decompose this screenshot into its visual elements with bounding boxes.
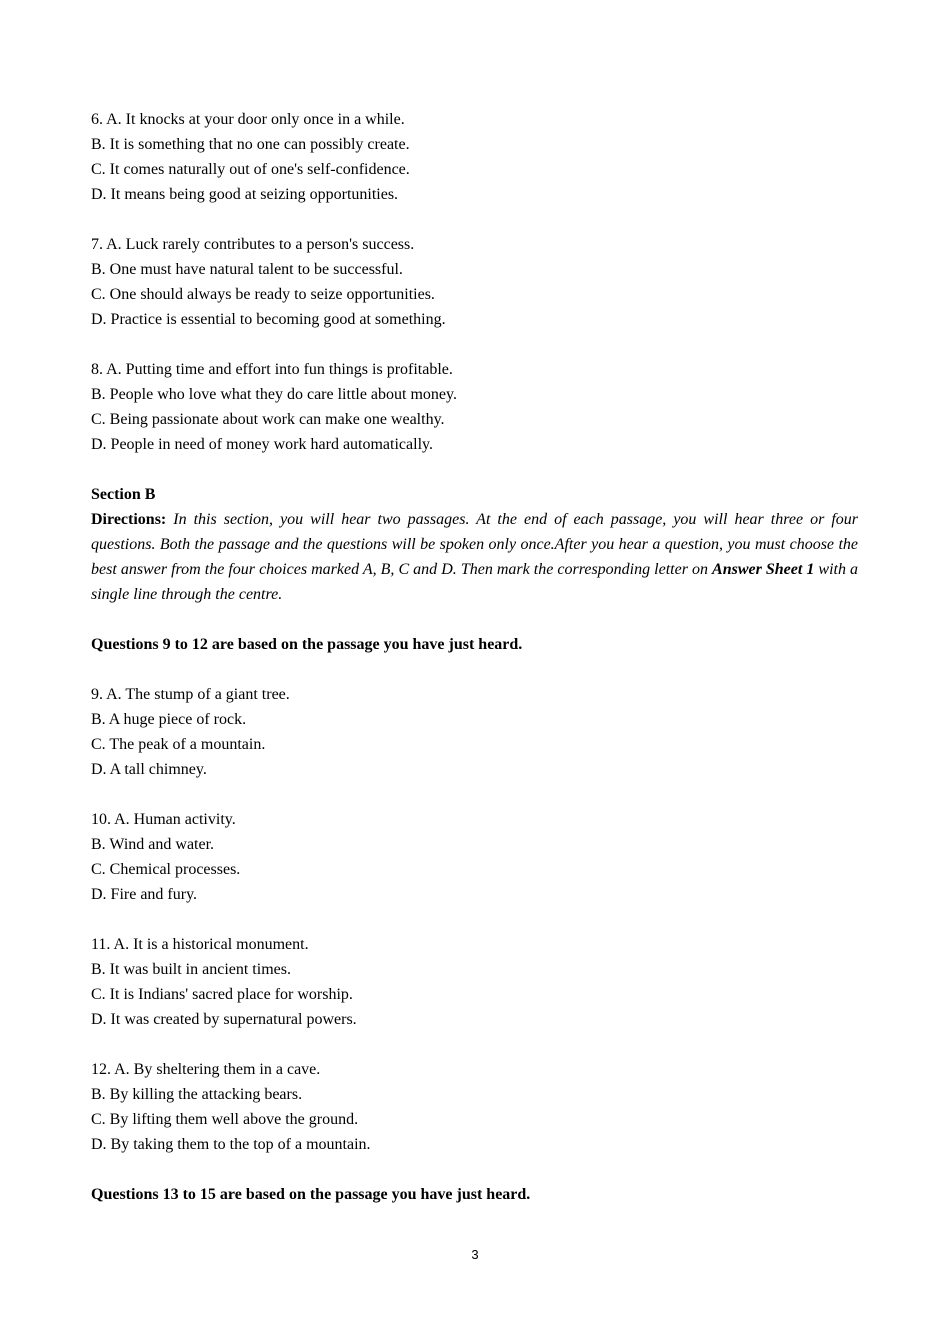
option-6c: C. It comes naturally out of one's self-confidence.	[91, 161, 410, 178]
option-6b: B. It is something that no one can possibly create.	[91, 136, 410, 153]
answer-sheet-label: Answer Sheet 1	[712, 561, 815, 578]
directions-text-2: with a single line through the centre.	[91, 561, 859, 603]
spacer	[91, 607, 858, 632]
spacer	[91, 782, 858, 807]
spacer	[91, 332, 858, 357]
option-7d: D. Practice is essential to becoming good at something.	[91, 311, 446, 328]
question-10	[91, 807, 858, 907]
option-10b: B. Wind and water.	[91, 836, 215, 853]
option-8c: C. Being passionate about work can make one wealthy.	[91, 411, 445, 428]
question-6	[91, 107, 858, 207]
option-9c: C. The peak of a mountain.	[91, 736, 266, 753]
option-11d: D. It was created by supernatural powers.	[91, 1011, 357, 1028]
option-11c: C. It is Indians' sacred place for worship.	[91, 986, 353, 1003]
question-11	[91, 932, 858, 1032]
directions-text-1: In this section, you will hear two passages. At the end of each passage, you will hear three or four questions. Both the passage and the questions will be spoken only once.After you hear a question, you must choose the best answer from the four choices marked A, B, C and D. Then mark the corresponding letter on	[91, 511, 858, 578]
option-11a: 11. A. It is a historical monument.	[91, 936, 309, 953]
option-12c: C. By lifting them well above the ground.	[91, 1111, 359, 1128]
directions-label: Directions:	[91, 511, 167, 528]
section-b-heading: Section B	[91, 486, 156, 503]
spacer	[91, 907, 858, 932]
option-8d: D. People in need of money work hard automatically.	[91, 436, 433, 453]
option-9a: 9. A. The stump of a giant tree.	[91, 686, 290, 703]
spacer	[91, 207, 858, 232]
option-10d: D. Fire and fury.	[91, 886, 198, 903]
option-12a: 12. A. By sheltering them in a cave.	[91, 1061, 321, 1078]
option-12b: B. By killing the attacking bears.	[91, 1086, 303, 1103]
question-12	[91, 1057, 858, 1157]
option-7b: B. One must have natural talent to be successful.	[91, 261, 403, 278]
passage-1-heading: Questions 9 to 12 are based on the passage you have just heard.	[91, 636, 523, 653]
page-number: 3	[471, 1247, 479, 1262]
option-12d: D. By taking them to the top of a mountain.	[91, 1136, 371, 1153]
question-9	[91, 682, 858, 782]
question-8	[91, 357, 858, 457]
option-8a: 8. A. Putting time and effort into fun things is profitable.	[91, 361, 453, 378]
option-8b: B. People who love what they do care little about money.	[91, 386, 457, 403]
spacer	[91, 457, 858, 482]
option-7a: 7. A. Luck rarely contributes to a person's success.	[91, 236, 415, 253]
option-7c: C. One should always be ready to seize opportunities.	[91, 286, 435, 303]
section-b-directions	[91, 507, 858, 607]
option-10c: C. Chemical processes.	[91, 861, 241, 878]
spacer	[91, 1032, 858, 1057]
option-6a: 6. A. It knocks at your door only once in a while.	[91, 111, 405, 128]
option-9d: D. A tall chimney.	[91, 761, 207, 778]
spacer	[91, 657, 858, 682]
page-content	[91, 107, 858, 1207]
question-7	[91, 232, 858, 332]
option-11b: B. It was built in ancient times.	[91, 961, 291, 978]
option-10a: 10. A. Human activity.	[91, 811, 236, 828]
passage-2-heading: Questions 13 to 15 are based on the passage you have just heard.	[91, 1186, 531, 1203]
option-9b: B. A huge piece of rock.	[91, 711, 247, 728]
option-6d: D. It means being good at seizing opportunities.	[91, 186, 399, 203]
spacer	[91, 1157, 858, 1182]
